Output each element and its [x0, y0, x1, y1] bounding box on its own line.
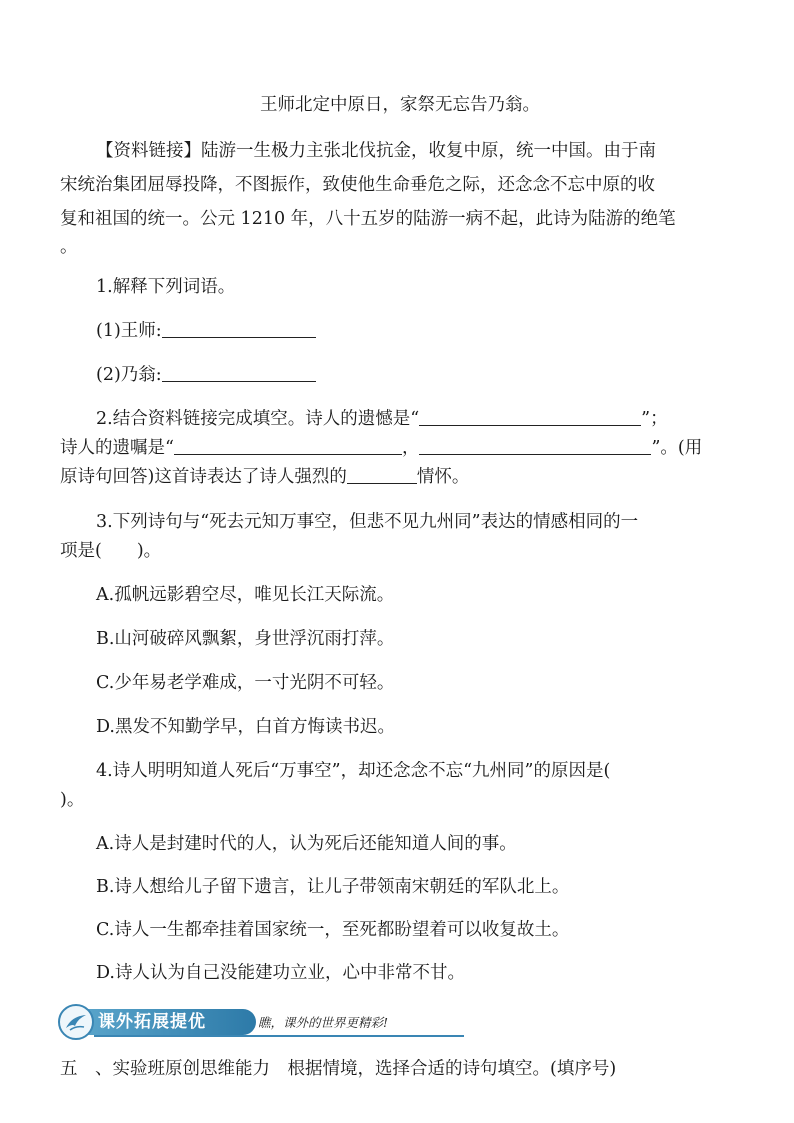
q2-line-1 — [96, 408, 668, 430]
q2-line-3 — [60, 466, 469, 488]
q1-item-1-label: (1)王师: — [96, 321, 162, 341]
q2-text: ”； — [641, 409, 668, 429]
q3-option-b: B.山河破碎风飘絮，身世浮沉雨打萍。 — [96, 629, 395, 649]
answer-blank[interactable] — [174, 438, 402, 455]
extension-banner — [58, 1004, 414, 1040]
q3-line-2: 项是( )。 — [60, 541, 162, 561]
material-line-3: 复和祖国的统一。公元 1210 年，八十五岁的陆游一病不起，此诗为陆游的绝笔 — [60, 209, 676, 229]
answer-blank[interactable] — [347, 467, 417, 484]
answer-blank[interactable] — [162, 321, 316, 338]
section-5-heading: 五 、实验班原创思维能力 根据情境，选择合适的诗句填空。(填序号) — [60, 1059, 617, 1079]
bird-logo-icon — [58, 1004, 94, 1040]
q4-option-a: A.诗人是封建时代的人，认为死后还能知道人间的事。 — [96, 834, 517, 854]
q2-text: 原诗句回答)这首诗表达了诗人强烈的 — [60, 467, 347, 487]
material-line-2: 宋统治集团屈辱投降，不图振作，致使他生命垂危之际，还念念不忘中原的收 — [60, 175, 655, 195]
q2-text: 2.结合资料链接完成填空。诗人的遗憾是“ — [96, 409, 420, 429]
q3-option-c: C.少年易老学难成，一寸光阴不可轻。 — [96, 673, 395, 693]
material-line-1: 【资料链接】陆游一生极力主张北伐抗金，收复中原，统一中国。由于南 — [96, 141, 656, 161]
q4-option-d: D.诗人认为自己没能建功立业，心中非常不甘。 — [96, 963, 465, 983]
q1-item-1 — [96, 320, 316, 342]
answer-blank[interactable] — [162, 365, 316, 382]
banner-title: 课外拓展提优 — [98, 1012, 206, 1032]
q2-text: 诗人的遗嘱是“ — [60, 438, 174, 458]
material-line-4: 。 — [60, 237, 78, 257]
q2-text: 情怀。 — [416, 467, 470, 487]
banner-subtitle: 瞧，课外的世界更精彩! — [258, 1015, 389, 1030]
answer-blank[interactable] — [419, 409, 641, 426]
q1-item-2-label: (2)乃翁: — [96, 365, 162, 385]
q4-option-c: C.诗人一生都牵挂着国家统一，至死都盼望着可以收复故土。 — [96, 920, 570, 940]
q3-line-1: 3.下列诗句与“死去元知万事空，但悲不见九州同”表达的情感相同的一 — [96, 512, 639, 532]
q2-line-2 — [60, 437, 702, 459]
q4-line-2: )。 — [60, 790, 85, 810]
q2-text: ”。(用 — [651, 438, 703, 458]
q2-text: ， — [401, 438, 420, 458]
q3-option-d: D.黑发不知勤学早，白首方悔读书迟。 — [96, 717, 395, 737]
q4-option-b: B.诗人想给儿子留下遗言，让儿子带领南宋朝廷的军队北上。 — [96, 877, 570, 897]
q3-option-a: A.孤帆远影碧空尽，唯见长江天际流。 — [96, 585, 395, 605]
answer-blank[interactable] — [419, 438, 651, 455]
q1-title: 1.解释下列词语。 — [96, 277, 236, 297]
q1-item-2 — [96, 364, 316, 386]
poem-line: 王师北定中原日，家祭无忘告乃翁。 — [260, 95, 540, 115]
q4-line-1: 4.诗人明明知道人死后“万事空”，却还念念不忘“九州同”的原因是( — [96, 761, 611, 781]
banner-rule — [94, 1035, 464, 1037]
